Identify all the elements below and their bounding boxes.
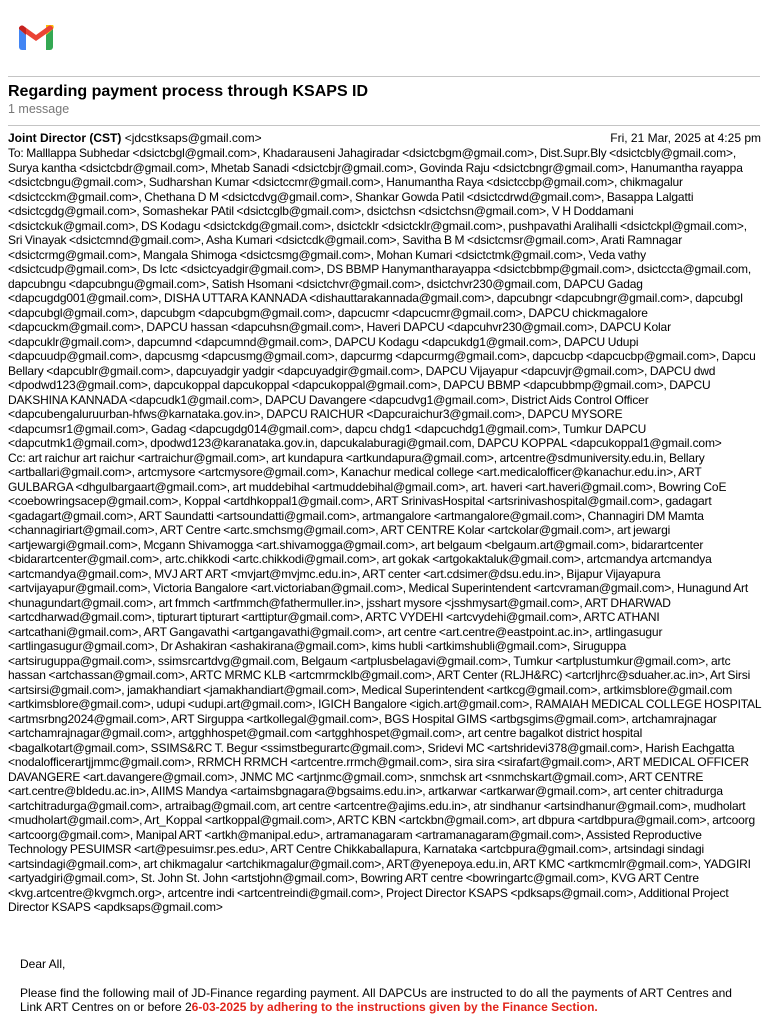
sender-name: Joint Director (CST) [8,131,122,145]
sender-line [8,131,262,145]
cc-recipients: Cc: art raichur art raichur <artraichur@gmail.com>, art kundapura <artkundapura@gmail.com>, artcentre@sdmuniversity.edu.in, Bellary <artballari@gmail.com>, artcmysore <artcmysore@gmail.com>, Kanachur medical college <art.medicalofficer@kanachur.edu.in>, ART GULBARGA <dhgulbargaart@gmail.com>, art muddebihal <artmuddebihal@gmail.com>, art. haveri <art.haveri@gmail.com>, Bowring CoE <coebowringsacep@gmail.com>, Koppal <artdhkoppal1@gmail.com>, ART SrinivasHospital <artsrinivashospital@gmail.com>, gadagart <gadagart@gmail.com>, ART Saundatti <artsoundatti@gmail.com>, artmangalore <artmangalore@gmail.com>, Channagiri DM Mamta <channagiriart@gmail.com>, ART Centre <artc.smchsmg@gmail.com>, ART CENTRE Kolar <artckolar@gmail.com>, art jewargi <artjewargi@gmail.com>, Mcgann Shivamogga <art.shivamogga@gmail.com>, art belgaum <belgaum.art@gmail.com>, bidarartcenter <bidarartcenter@gmail.com>, artc.chikkodi <artc.chikkodi@gmail.com>, art gokak <artgokaktaluk@gmail.com>, artcmandya artcmandya <artcmandya@gmail.com>, MVJ ART ART <mvjart@mvjmc.edu.in>, ART center <art.cdsimer@dsu.edu.in>, Bijapur Vijayapura <artvijayapur@gmail.com>, Victoria Bangalore <art.victoriaban@gmail.com>, Medical Superintendent <artcvraman@gmail.com>, Hunagund Art <hunagundart@gmail.com>, art fmmch <artfmmch@fathermuller.in>, jsshart mysore <jsshmysart@gmail.com>, ART DHARWAD <artcdharwad@gmail.com>, tipturart tipturart <arttiptur@gmail.com>, ARTC VYDEHI <artcvydehi@gmail.com>, ARTC ATHANI <artcathani@gmail.com>, ART Gangavathi <artgangavathi@gmail.com>, art centre <art.centre@eastpoint.ac.in>, artlingasugur <artlingasugur@gmail.com>, Dr Ashakiran <ashakirana@gmail.com>, kims hubli <artkimshubli@gmail.com>, Siruguppa <artsiruguppa@gmail.com>, ssimsrcartdvg@gmail.com, Belgaum <artplusbelagavi@gmail.com>, Tumkur <artplustumkur@gmail.com>, artc hassan <artchassan@gmail.com>, ARTC MRMC KLB <artcmrmcklb@gmail.com>, ART Center (RLJH&RC) <artcrljhrc@sduaher.ac.in>, Art Sirsi <artsirsi@gmail.com>, jamakhandiart <jamakhandiart@gmail.com>, Medical Superintendent <artkcg@gmail.com>, artkimsblore@gmail.com <artkimsblore@gmail.com>, udupi <udupi.art@gmail.com>, IGICH Bangalore <igich.art@gmail.com>, RAMAIAH MEDICAL COLLEGE HOSPITAL <artmsrbng2024@gmail.com>, ART Sirguppa <artkollegal@gmail.com>, BGS Hospital GIMS <artbgsgims@gmail.com>, artchamrajnagar <artchamrajnagar@gmail.com>, artgghhospet@gmail.com <artgghhospet@gmail.com>, art centre bagalkot district hospital <bagalkotart@gmail.com>, SSIMS&RC T. Begur <ssimstbegurartc@gmail.com>, Sridevi MC <artshridevi378@gmail.com>, Harish Eachgatta <nodalofficerartjjmmc@gmail.com>, RRMCH RRMCH <artcentre.rrmch@gmail.com>, sira sira <sirafart@gmail.com>, ART MEDICAL OFFICER DAVANGERE <art.davangere@gmail.com>, JNMC MC <artjnmc@gmail.com>, snmchsk art <snmchskart@gmail.com>, ART CENTRE <art.centre@bldedu.ac.in>, AIIMS Mandya <artaimsbgnagara@bgsaims.edu.in>, artkarwar <artkarwar@gmail.com>, art center chitradurga <artchitradurga@gmail.com>, artraibag@gmail.com, art centre <artcentre@ajims.edu.in>, atr sindhanur <artsindhanur@gmail.com>, mudholart <mudholart@gmail.com>, Art_Koppal <artkoppal@gmail.com>, ARTC KBN <artckbn@gmail.com>, art dbpura <artdbpura@gmail.com>, artcoorg <artcoorg@gmail.com>, Manipal ART <artkh@manipal.edu>, artramanagaram <artramanagaram@gmail.com>, Assisted Reproductive Technology PESUIMSR <art@pesuimsr.pes.edu>, ART Centre Chikkaballapura, Karnataka <artcbpura@gmail.com>, artsindagi sindagi <artsindagi@gmail.com>, art chikmagalur <artchikmagalur@gmail.com>, ART@yenepoya.edu.in, ART KMC <artkmcmlr@gmail.com>, YADGIRI <artyadgiri@gmail.com>, St. John St. John <artstjohn@gmail.com>, Bowring ART centre <bowringartc@gmail.com>, KVG ART Centre <kvg.artcentre@kvgmch.org>, artcentre indi <artcentreindi@gmail.com>, Project Director KSAPS <pdksaps@gmail.com>, Additional Project Director KSAPS <apdksaps@gmail.com> [8,450,761,914]
greeting: Dear All, [20,957,66,971]
message-divider [8,125,760,126]
body-highlight: 6-03-2025 by adhering to the instructions given by the Finance Section. [191,1000,598,1014]
sender-email[interactable]: <jdcstksaps@gmail.com> [124,131,262,145]
message-count: 1 message [8,102,70,116]
header-divider [8,76,760,77]
body-paragraph [20,986,756,1015]
to-recipients: To: Malllappa Subhedar <dsictcbgl@gmail.com>, Khadarauseni Jahagiradar <dsictcbgm@gmail.com>, Dist.Supr.Bly <dsictcbly@gmail.com>, Surya kantha <dsictcbdr@gmail.com>, Mhetab Sanadi <dsictcbjr@gmail.com>, Govinda Raju <dsictcbngr@gmail.com>, Hanumantha rayappa <dsictcbngu@gmail.com>, Sudharshan Kumar <dsictccmr@gmail.com>, Hanumantha Raya <dsictccbp@gmail.com>, chikmagalur <dsictcckm@gmail.com>, Chethana D M <dsictcdvg@gmail.com>, Shankar Gowda Patil <dsictcdrwd@gmail.com>, Basappa Lalgatti <dsictcgdg@gmail.com>, Somashekar PAtil <dsictcglb@gmail.com>, dsictchsn <dsictchsn@gmail.com>, V H Doddamani <dsictckuk@gmail.com>, DS Kodagu <dsictckdg@gmail.com>, dsictcklr <dsictcklr@gmail.com>, pushpavathi Aralihalli <dsictckpl@gmail.com>, Sri Vinayak <dsictcmnd@gmail.com>, Asha Kumari <dsictcdk@gmail.com>, Savitha B M <dsictcmsr@gmail.com>, Arati Ramnagar <dsictcrmg@gmail.com>, Mangala Shimoga <dsictcsmg@gmail.com>, Mohan Kumari <dsictctmk@gmail.com>, Veda vathy <dsictcudp@gmail.com>, Ds Ictc <dsictcyadgir@gmail.com>, DS BBMP Hanymantharayappa <dsictcbbmp@gmail.com>, dsictccta@gmail.com, dapcubngu <dapcubngu@gmail.com>, Satish Hsomani <dsictchvr@gmail.com>, dsictchvr230@gmail.com, DAPCU Gadag <dapcugdg001@gmail.com>, DISHA UTTARA KANNADA <dishauttarakannada@gmail.com>, dapcubngr <dapcubngr@gmail.com>, dapcubgl <dapcubgl@gmail.com>, dapcubgm <dapcubgm@gmail.com>, dapcucmr <dapcucmr@gmail.com>, DAPCU chickmagalore <dapcuckm@gmail.com>, DAPCU hassan <dapcuhsn@gmail.com>, Haveri DAPCU <dapcuhvr230@gmail.com>, DAPCU Kolar <dapcuklr@gmail.com>, dapcumnd <dapcumnd@gmail.com>, DAPCU Kodagu <dapcukdg1@gmail.com>, DAPCU Udupi <dapcuudp@gmail.com>, dapcusmg <dapcusmg@gmail.com>, dapcurmg <dapcurmg@gmail.com>, dapcucbp <dapcucbp@gmail.com>, Dapcu Bellary <dapcublr@gmail.com>, dapcuyadgir yadgir <dapcuyadgir@gmail.com>, DAPCU Vijayapur <dapcuvjr@gmail.com>, DAPCU dwd <dpodwd123@gmail.com>, dapcukoppal dapcukoppal <dapcukoppal@gmail.com>, DAPCU BBMP <dapcubbmp@gmail.com>, DAPCU DAKSHINA KANNADA <dapcudk1@gmail.com>, DAPCU Davangere <dapcudvg1@gmail.com>, District Aids Control Officer <dapcubengaluruurban-hfws@karnataka.gov.in>, DAPCU RAICHUR <Dapcuraichur3@gmail.com>, DAPCU MYSORE <dapcumsr1@gmail.com>, Gadag <dapcugdg014@gmail.com>, dapcu chdg1 <dapcuchdg1@gmail.com>, Tumkur DAPCU <dapcutmk1@gmail.com>, dpodwd123@karanataka.gov.in, dapcukalaburagi@gmail.com, DAPCU KOPPAL <dapcukoppal1@gmail.com> [8,146,756,450]
message-body [20,957,756,1015]
recipients-block [8,146,762,915]
email-subject: Regarding payment process through KSAPS ID [8,83,369,100]
gmail-logo-icon [16,20,56,52]
body-text: Please find the following mail of JD-Finance regarding payment. All DAPCUs are instructed to do all the payments of ART Centres and Link ART Centres on or before 2 [20,985,732,1014]
message-date: Fri, 21 Mar, 2025 at 4:25 pm [610,131,761,145]
